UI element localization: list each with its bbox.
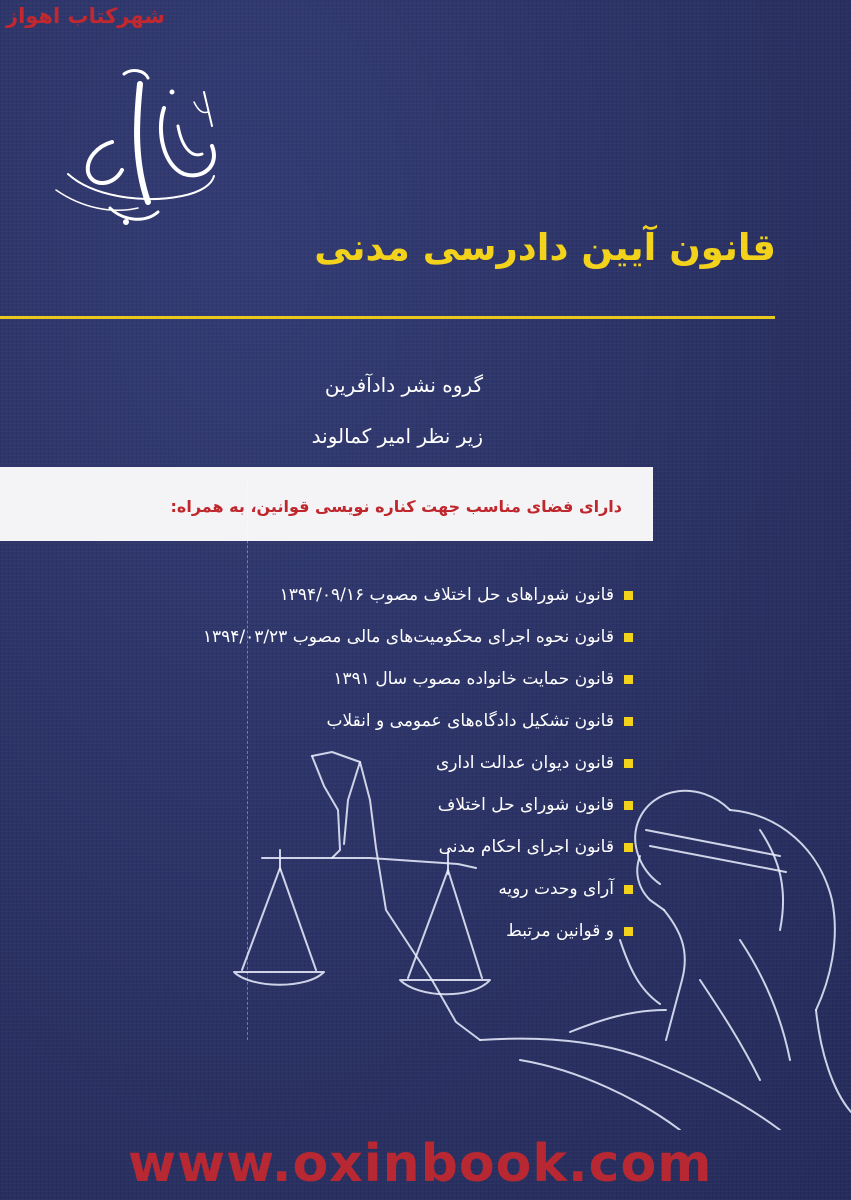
- square-bullet-icon: [624, 885, 633, 894]
- law-list-item: قانون شورای حل اختلاف: [203, 784, 633, 826]
- square-bullet-icon: [624, 759, 633, 768]
- square-bullet-icon: [624, 927, 633, 936]
- watermark-bottom: www.oxinbook.com: [128, 1134, 713, 1194]
- law-list-item: و قوانین مرتبط: [203, 910, 633, 952]
- features-banner-text: دارای فضای مناسب جهت کناره نویسی قوانین، به همراه:: [170, 497, 622, 516]
- square-bullet-icon: [624, 675, 633, 684]
- watermark-top: شهرکتاب اهواز: [6, 4, 165, 28]
- law-list-item: آرای وحدت رویه: [203, 868, 633, 910]
- law-list-item: قانون نحوه اجرای محکومیت‌های مالی مصوب ۱۳۹۴/۰۳/۲۳: [203, 616, 633, 658]
- law-list-item: قانون شوراهای حل اختلاف مصوب ۱۳۹۴/۰۹/۱۶: [203, 574, 633, 616]
- calligraphy-logo-icon: [52, 62, 242, 232]
- law-list: [203, 574, 633, 952]
- law-list-item: قانون حمایت خانواده مصوب سال ۱۳۹۱: [203, 658, 633, 700]
- square-bullet-icon: [624, 717, 633, 726]
- square-bullet-icon: [624, 843, 633, 852]
- law-list-item: قانون اجرای احکام مدنی: [203, 826, 633, 868]
- book-title: قانون آیین دادرسی مدنی: [314, 226, 776, 269]
- law-list-item: قانون دیوان عدالت اداری: [203, 742, 633, 784]
- publisher-credit: گروه نشر دادآفرین: [324, 373, 483, 397]
- square-bullet-icon: [624, 633, 633, 642]
- supervisor-credit: زیر نظر امیر کمالوند: [311, 424, 483, 448]
- title-divider: [0, 316, 775, 319]
- law-list-item: قانون تشکیل دادگاه‌های عمومی و انقلاب: [203, 700, 633, 742]
- square-bullet-icon: [624, 801, 633, 810]
- square-bullet-icon: [624, 591, 633, 600]
